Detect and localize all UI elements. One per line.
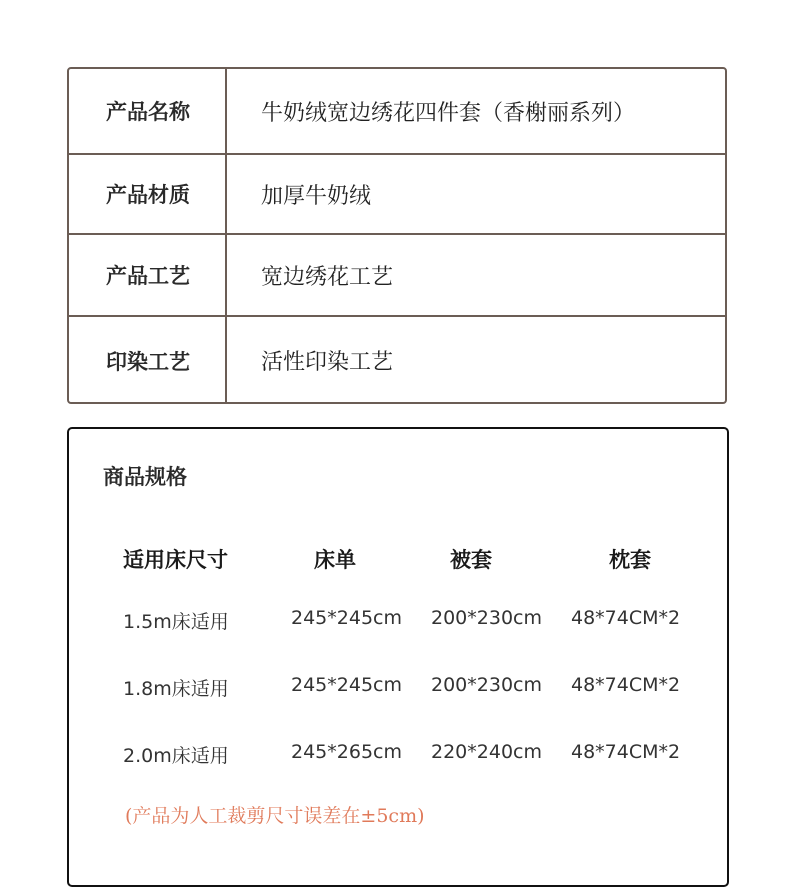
info-row-dyeing — [69, 317, 725, 404]
spec-cell: 1.8m床适用 — [123, 678, 229, 700]
spec-cell: 2.0m床适用 — [123, 745, 229, 767]
spec-header-pillowcase: 枕套 — [609, 548, 651, 572]
info-value: 加厚牛奶绒 — [261, 183, 372, 209]
info-value: 牛奶绒宽边绣花四件套（香榭丽系列） — [261, 100, 636, 126]
spec-cell: 48*74CM*2 — [571, 674, 681, 696]
spec-cell: 245*265cm — [291, 741, 402, 763]
spec-cell: 245*245cm — [291, 674, 402, 696]
spec-cell: 220*240cm — [431, 741, 542, 763]
info-label: 印染工艺 — [106, 349, 190, 374]
size-tolerance-note: (产品为人工裁剪尺寸误差在±5cm) — [125, 805, 425, 827]
spec-title: 商品规格 — [103, 465, 187, 489]
spec-header-sheet: 床单 — [314, 548, 356, 572]
spec-cell: 200*230cm — [431, 674, 542, 696]
spec-cell: 245*245cm — [291, 607, 402, 629]
info-row-name — [69, 69, 725, 155]
spec-cell: 48*74CM*2 — [571, 741, 681, 763]
product-info-table — [67, 67, 727, 404]
info-row-craft — [69, 235, 725, 317]
info-label: 产品工艺 — [106, 264, 190, 288]
spec-cell: 200*230cm — [431, 607, 542, 629]
info-label: 产品名称 — [106, 100, 190, 124]
spec-box — [67, 427, 729, 887]
spec-cell: 1.5m床适用 — [123, 611, 229, 633]
info-row-material — [69, 155, 725, 235]
info-label: 产品材质 — [106, 183, 190, 207]
spec-cell: 48*74CM*2 — [571, 607, 681, 629]
spec-header-bed-size: 适用床尺寸 — [123, 548, 228, 572]
info-value: 宽边绣花工艺 — [261, 264, 394, 290]
info-value: 活性印染工艺 — [261, 350, 394, 375]
spec-header-duvet: 被套 — [450, 548, 492, 572]
